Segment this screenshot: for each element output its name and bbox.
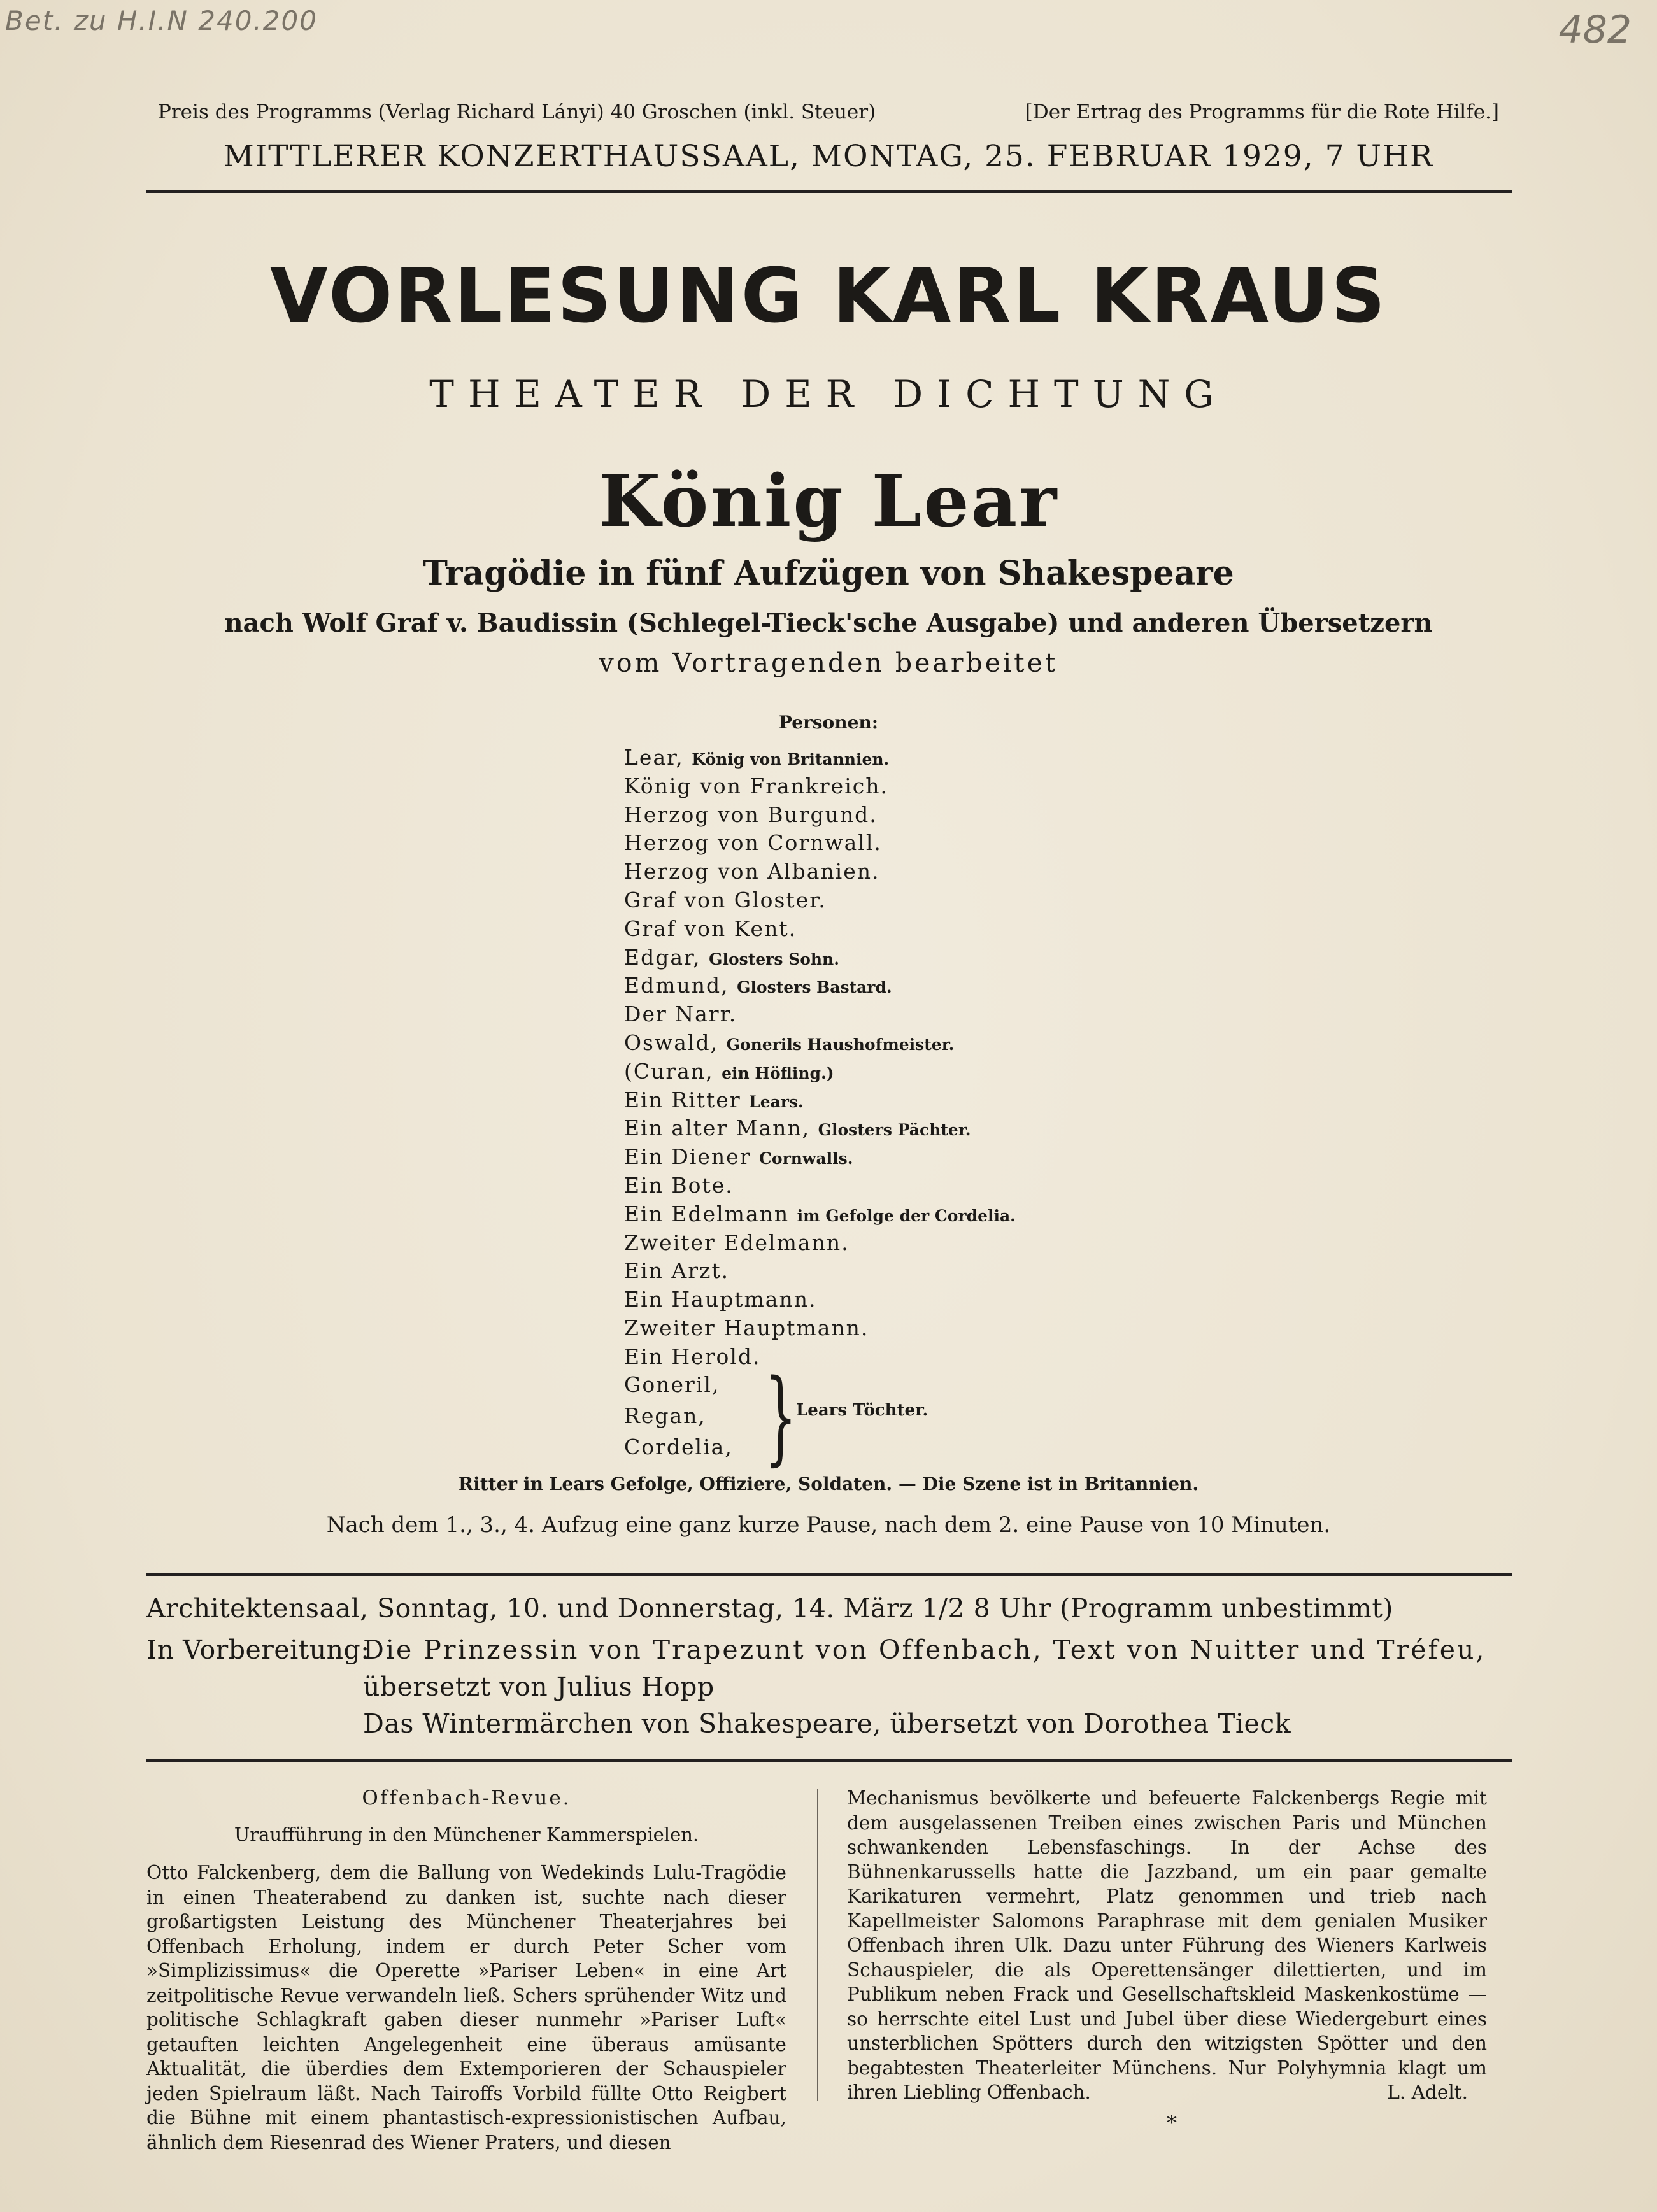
extras-and-setting: Ritter in Lears Gefolge, Offiziere, Soldaten. — Die Szene ist in Britannien. — [458, 1473, 1199, 1494]
brace-glyph: } — [764, 1357, 797, 1476]
in-preparation-label: In Vorbereitung: — [146, 1634, 370, 1665]
cast-entry: König von Frankreich. — [624, 773, 888, 798]
in-preparation-offenbach: Die Prinzessin von Trapezunt von Offenbach, Text von Nuitter und Tréfeu, — [363, 1634, 1486, 1665]
handwritten-page-number: 482 — [1558, 8, 1632, 52]
cast-entry: Ein alter Mann, Glosters Pächter. — [624, 1116, 971, 1141]
in-preparation-translator: übersetzt von Julius Hopp — [363, 1671, 715, 1702]
main-title: VORLESUNG KARL KRAUS — [269, 252, 1388, 339]
proceeds-note: [Der Ertrag des Programms für die Rote Hilfe.] — [1025, 101, 1499, 124]
article-author: L. Adelt. — [1387, 2081, 1468, 2103]
handwritten-reference-note: Bet. zu H.I.N 240.200 — [5, 5, 318, 36]
cast-entry: Oswald, Gonerils Haushofmeister. — [624, 1030, 955, 1055]
cast-entry: Ein Arzt. — [624, 1258, 730, 1284]
cast-entry: Ein Hauptmann. — [624, 1287, 817, 1312]
cast-entry: Edmund, Glosters Bastard. — [624, 973, 892, 998]
end-mark: * — [1167, 2111, 1177, 2135]
translation-note: nach Wolf Graf v. Baudissin (Schlegel-Tieck'sche Ausgabe) und anderen Übersetzern — [224, 608, 1433, 638]
header-rule — [146, 190, 1512, 193]
cast-entry: Ein Edelmann im Gefolge der Cordelia. — [624, 1201, 1016, 1226]
column-divider — [817, 1789, 818, 2101]
cast-entry: Zweiter Edelmann. — [624, 1230, 850, 1255]
cast-entry: Herzog von Burgund. — [624, 802, 878, 827]
article-left-column — [146, 1786, 786, 2155]
cast-entry: Graf von Kent. — [624, 916, 797, 941]
cast-list — [624, 744, 1016, 1372]
cast-entry: Ein Ritter Lears. — [624, 1087, 804, 1112]
in-preparation-shakespeare: Das Wintermärchen von Shakespeare, übersetzt von Dorothea Tieck — [363, 1708, 1291, 1739]
series-subtitle: THEATER DER DICHTUNG — [429, 372, 1228, 416]
article-subheading: Uraufführung in den Münchener Kammerspielen. — [234, 1823, 699, 1845]
daughter-name: Regan, — [624, 1403, 706, 1428]
cast-entry: Der Narr. — [624, 1002, 737, 1027]
cast-entry: Edgar, Glosters Sohn. — [624, 944, 839, 970]
cast-heading: Personen: — [778, 712, 879, 733]
intermission-note: Nach dem 1., 3., 4. Aufzug eine ganz kurze Pause, nach dem 2. eine Pause von 10 Minuten. — [326, 1512, 1331, 1538]
cast-entry: Graf von Gloster. — [624, 887, 827, 912]
cast-entry: (Curan, ein Höfling.) — [624, 1058, 834, 1084]
cast-entry: Herzog von Albanien. — [624, 859, 880, 884]
play-title: König Lear — [598, 460, 1059, 543]
announcement-rule-top — [146, 1573, 1512, 1576]
cast-entry: Ein Bote. — [624, 1172, 734, 1198]
next-reading-line: Architektensaal, Sonntag, 10. und Donnerstag, 14. März 1/2 8 Uhr (Programm unbestimmt) — [146, 1593, 1393, 1624]
play-description: Tragödie in fünf Aufzügen von Shakespeare — [423, 554, 1234, 593]
daughter-name: Goneril, — [624, 1372, 720, 1397]
article-right-column — [847, 1786, 1487, 2105]
daughters-group — [624, 1369, 733, 1463]
article-left-text: Otto Falckenberg, dem die Ballung von Wedekinds Lulu-Tragödie in einen Theaterabend zu danken ist, suchte nach dieser großartigsten Leistung des Münchener Theaterjahres bei Offenbach Erholung, indem er durch Peter Scher vom »Simplizissimus« die Operette »Pariser Leben« in eine Art zeitpolitische Revue verwandeln ließ. Schers sprühender Witz und politische Schlagkraft gaben dieser nunmehr »Pariser Luft« getauften leichten Angelegenheit eine überaus amüsante Aktualität, die überdies dem Extemporieren der Schauspieler jeden Spielraum läßt. Nach Tairoffs Vorbild füllte Otto Reigbert die Bühne mit einem phantastisch-expressionistischen Aufbau, ähnlich dem Riesenrad des Wiener Praters, und diesen — [146, 1862, 786, 2153]
cast-entry: Ein Diener Cornwalls. — [624, 1144, 853, 1170]
article-right-text: Mechanismus bevölkerte und befeuerte Falckenbergs Regie mit dem ausgelassenen Treiben eines zwischen Paris und München schwankenden Lebensfaschings. In der Achse des Bühnenkarussells hatte die Jazzband, um ein paar gemalte Karikaturen vermehrt, Platz genommen und trieb nach Kapellmeister Salomons Paraphrase mit dem genialen Musiker Offenbach ihren Ulk. Dazu unter Führung des Wieners Karlweis Schauspieler, die als Operettensänger dilettierten, und im Publikum neben Frack und Gesellschaftskleid Maskenkostüme — so herrschte eitel Lust und Jubel über diese Wiedergeburt eines unsterblichen Spötters durch den witzigsten Spötter und den begabtesten Theaterleiter Münchens. Nur Polyhymnia klagt um ihren Liebling Offenbach. — [847, 1787, 1487, 2103]
cast-entry: Herzog von Cornwall. — [624, 830, 882, 856]
cast-entry: Ein Herold. — [624, 1344, 761, 1369]
article-rule-top — [146, 1759, 1512, 1762]
venue-date-line: MITTLERER KONZERTHAUSSAAL, MONTAG, 25. FEBRUAR 1929, 7 UHR — [223, 139, 1434, 174]
adaptation-note: vom Vortragenden bearbeitet — [599, 648, 1058, 678]
cast-entry: Zweiter Hauptmann. — [624, 1315, 869, 1340]
daughters-label: Lears Töchter. — [796, 1401, 928, 1420]
article-heading: Offenbach-Revue. — [362, 1787, 571, 1810]
price-note: Preis des Programms (Verlag Richard Lányi) 40 Groschen (inkl. Steuer) — [158, 101, 876, 124]
cast-entry: Lear, König von Britannien. — [624, 745, 890, 770]
daughter-name: Cordelia, — [624, 1435, 733, 1459]
